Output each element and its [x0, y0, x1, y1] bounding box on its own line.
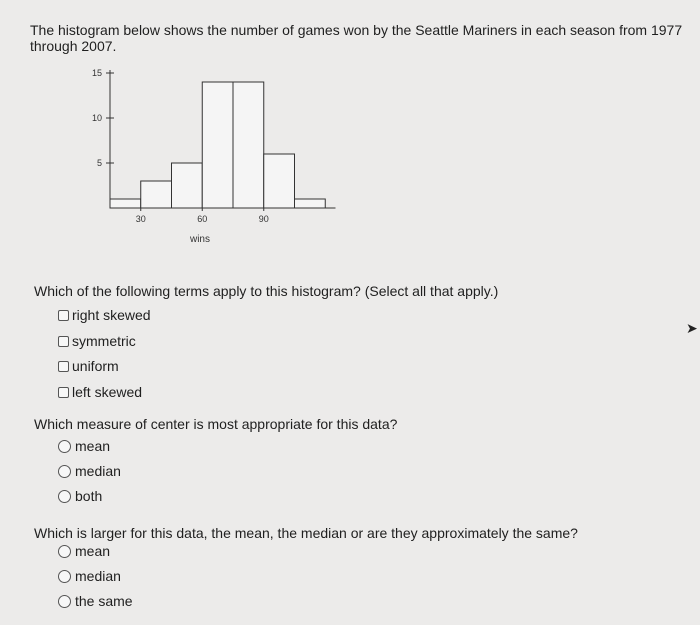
- option-label: mean: [75, 543, 111, 559]
- option-label: symmetric: [72, 333, 136, 349]
- q2-text: Which measure of center is most appropriate for this data?: [34, 416, 398, 432]
- radio-button[interactable]: [58, 440, 71, 453]
- checkbox[interactable]: [58, 336, 69, 347]
- histogram-bar: [233, 82, 264, 208]
- radio-button[interactable]: [58, 570, 71, 583]
- x-tick-label: 60: [197, 214, 208, 224]
- histogram-bar: [172, 163, 203, 208]
- q3-option-mean[interactable]: [58, 543, 110, 559]
- option-label: left skewed: [72, 384, 143, 400]
- histogram-chart: [70, 58, 340, 248]
- q2-option-median[interactable]: [58, 463, 121, 479]
- radio-button[interactable]: [58, 545, 71, 558]
- histogram-bar: [202, 82, 233, 208]
- q1-text: Which of the following terms apply to this histogram? (Select all that apply.): [34, 283, 499, 299]
- q3-text: Which is larger for this data, the mean, the median or are they approximately the same?: [34, 525, 578, 541]
- q2-option-both[interactable]: [58, 488, 102, 504]
- checkbox[interactable]: [58, 361, 69, 372]
- q1-option-symmetric[interactable]: [58, 333, 136, 349]
- y-tick-label: 5: [96, 158, 102, 168]
- option-label: median: [75, 463, 121, 479]
- histogram-bar: [264, 154, 295, 208]
- radio-button[interactable]: [58, 595, 71, 608]
- q1-option-right-skewed[interactable]: [58, 307, 151, 323]
- y-tick-label: 15: [91, 68, 102, 78]
- q3-option-the-same[interactable]: [58, 593, 133, 609]
- q2-option-mean[interactable]: [58, 438, 110, 454]
- x-axis-label: wins: [189, 234, 211, 245]
- histogram-bar: [110, 199, 141, 208]
- question-intro: The histogram below shows the number of games won by the Seattle Mariners in each season from 1977 through 2007.: [30, 22, 683, 54]
- mouse-cursor-icon: ➤: [686, 320, 698, 336]
- option-label: the same: [75, 593, 133, 609]
- histogram-bar: [141, 181, 172, 208]
- x-tick-label: 90: [258, 214, 269, 224]
- checkbox[interactable]: [58, 310, 69, 321]
- option-label: both: [75, 488, 103, 504]
- histogram-bar: [295, 199, 326, 208]
- option-label: median: [75, 568, 121, 584]
- option-label: mean: [75, 438, 111, 454]
- option-label: right skewed: [72, 307, 151, 323]
- radio-button[interactable]: [58, 465, 71, 478]
- y-tick-label: 10: [91, 113, 102, 123]
- checkbox[interactable]: [58, 387, 69, 398]
- option-label: uniform: [72, 358, 119, 374]
- q3-option-median[interactable]: [58, 568, 121, 584]
- q1-option-uniform[interactable]: [58, 358, 119, 374]
- x-tick-label: 30: [135, 214, 146, 224]
- radio-button[interactable]: [58, 490, 71, 503]
- q1-option-left-skewed[interactable]: [58, 384, 142, 400]
